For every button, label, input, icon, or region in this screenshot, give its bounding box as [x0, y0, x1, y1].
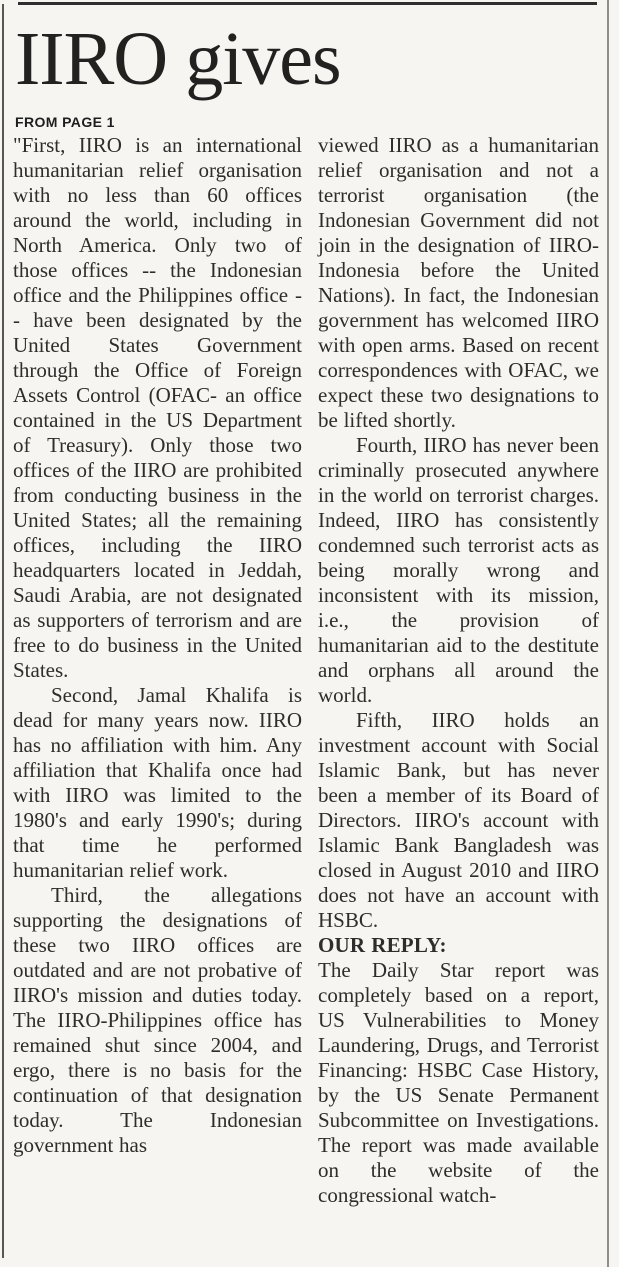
- article-paragraph: Third, the allegations supporting the designations of these two IIRO offices are outdated and are not probative of IIRO's mission and duties today. The IIRO-Philippines office has remained shut since 2004, and ergo, there is no basis for the continuation of that designation today. The Indonesian government has: [13, 882, 302, 1157]
- article-body: [13, 133, 599, 1208]
- article-headline: IIRO gives: [15, 17, 341, 101]
- reply-heading: OUR REPLY:: [318, 932, 447, 957]
- article-paragraph: Fifth, IIRO holds an investment account with Social Islamic Bank, but has never been a member of its Board of Directors. IIRO's account with Islamic Bank Bangladesh was closed in August 2010 and IIRO does not have an account with HSBC.: [318, 707, 599, 932]
- article-paragraph: viewed IIRO as a humanitarian relief organisation and not a terrorist organisation (the Indonesian Government did not join in the designation of IIRO- Indonesia before the United Nations). In fact, the Indonesian government has welcomed IIRO with open arms. Based on recent correspondences with OFAC, we expect these two designations to be lifted shortly.: [318, 132, 599, 432]
- article-paragraph: The Daily Star report was completely based on a report, US Vulnerabilities to Money Laundering, Drugs, and Terrorist Financing: HSBC Case History, by the US Senate Permanent Subcommittee on Investigations. The report was made available on the website of the congressional watch-: [318, 957, 599, 1207]
- article-paragraph: Fourth, IIRO has never been criminally prosecuted anywhere in the world on terrorist charges. Indeed, IIRO has consistently condemned such terrorist acts as being morally wrong and inconsistent with its mission, i.e., the provision of humanitarian aid to the destitute and orphans all around the world.: [318, 432, 599, 707]
- continuation-kicker: FROM PAGE 1: [15, 113, 115, 130]
- article-paragraph: "First, IIRO is an international humanitarian relief organisation with no less than 60 offices around the world, including in North America. Only two of those offices -- the Indonesian office and the Philippines office -- have been designated by the United States Government through the Office of Foreign Assets Control (OFAC- an office contained in the US Department of Treasury). Only those two offices of the IIRO are prohibited from conducting business in the United States; all the remaining offices, including the IIRO headquarters located in Jeddah, Saudi Arabia, are not designated as supporters of terrorism and are free to do business in the United States.: [13, 132, 302, 682]
- article-column-right: [318, 133, 599, 1208]
- right-column-rule: [607, 0, 609, 1267]
- article-paragraph: Second, Jamal Khalifa is dead for many years now. IIRO has no affiliation with him. Any affiliation that Khalifa once had with IIRO was limited to the 1980's and early 1990's; during that time he performed humanitarian relief work.: [13, 682, 302, 882]
- top-horizontal-rule: [18, 2, 597, 5]
- left-column-rule: [2, 4, 4, 1258]
- article-column-left: [13, 133, 302, 1208]
- article: [13, 14, 599, 1208]
